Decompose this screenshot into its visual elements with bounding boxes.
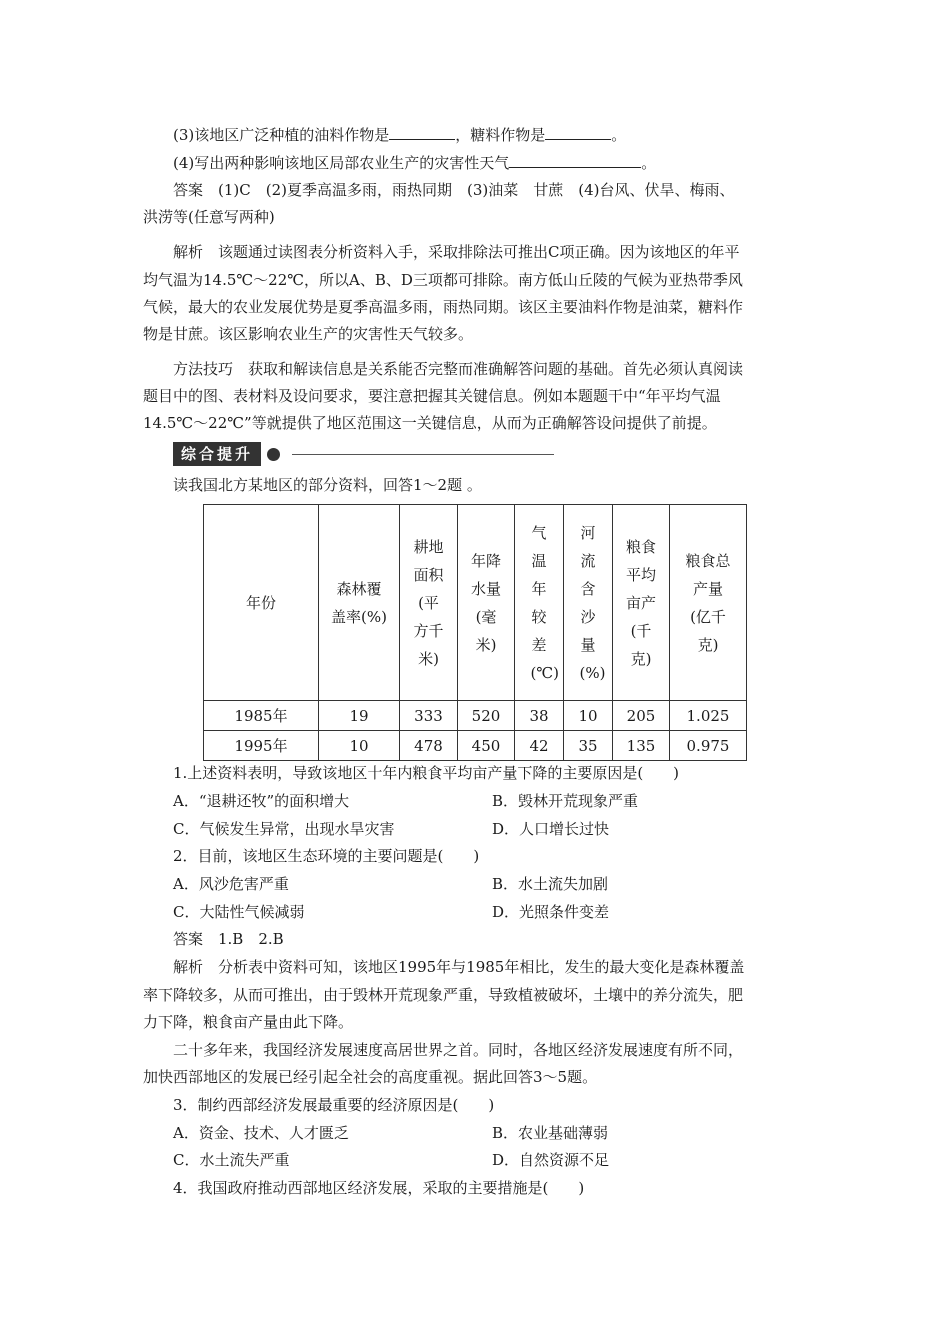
q1-option-a[interactable]: A．“退耕还牧”的面积增大 <box>173 792 350 810</box>
cell: 38 <box>515 701 564 731</box>
header-total: 粮食总产量(亿千克) <box>670 505 747 701</box>
header-rainfall: 年降水量(毫米) <box>458 505 515 701</box>
header-temp-range: 气温年较差(℃) <box>515 505 564 701</box>
q2-stem: 2．目前，该地区生态环境的主要问题是( ) <box>173 847 480 865</box>
table-row <box>204 701 747 731</box>
cell: 1995年 <box>204 731 319 761</box>
cell: 478 <box>400 731 458 761</box>
q4-text-a: (4)写出两种影响该地区局部农业生产的灾害性天气 <box>173 154 510 172</box>
q4-text-b: 。 <box>641 154 657 172</box>
q3-fill-line <box>173 124 626 145</box>
intro2-line-2: 加快西部地区的发展已经引起全社会的高度重视。据此回答3～5题。 <box>143 1068 598 1086</box>
tips-line-3: 14.5℃～22℃”等就提供了地区范围这一关键信息，从而为正确解答设问提供了前提。 <box>143 414 717 432</box>
section-banner <box>173 442 280 466</box>
q3-blank-oil[interactable] <box>389 124 455 140</box>
analysis2-line-1: 解析 分析表中资料可知，该地区1995年与1985年相比，发生的最大变化是森林覆盖 <box>173 958 745 976</box>
cell: 450 <box>458 731 515 761</box>
q4-fill-line <box>173 152 656 173</box>
cell: 1985年 <box>204 701 319 731</box>
cell: 135 <box>613 731 670 761</box>
cell: 35 <box>564 731 613 761</box>
header-year: 年份 <box>204 505 319 701</box>
q3-option-c[interactable]: C．水土流失严重 <box>173 1151 290 1169</box>
intro-1: 读我国北方某地区的部分资料，回答1～2题 。 <box>173 476 482 494</box>
cell: 0.975 <box>670 731 747 761</box>
q4-blank-weather[interactable] <box>509 152 641 168</box>
header-sediment: 河流含沙量(%) <box>564 505 613 701</box>
tips-line-1: 方法技巧 获取和解读信息是关系能否完整而准确解答问题的基础。首先必须认真阅读 <box>173 360 744 378</box>
cell: 205 <box>613 701 670 731</box>
q2-option-c[interactable]: C．大陆性气候减弱 <box>173 903 305 921</box>
table-header-row <box>204 505 747 701</box>
header-forest: 森林覆盖率(%) <box>319 505 400 701</box>
section-divider <box>292 454 554 455</box>
q3-text-c: 。 <box>611 126 627 144</box>
header-farmland: 耕地面积(平方千米) <box>400 505 458 701</box>
cell: 19 <box>319 701 400 731</box>
q3-option-b[interactable]: B．农业基础薄弱 <box>492 1124 609 1142</box>
q3-stem: 3．制约西部经济发展最重要的经济原因是( ) <box>173 1096 495 1114</box>
cell: 10 <box>564 701 613 731</box>
bullet-dot-icon <box>267 448 280 461</box>
cell: 333 <box>400 701 458 731</box>
tips-line-2: 题目中的图、表材料及设问要求，要注意把握其关键信息。例如本题题干中“年平均气温 <box>143 387 721 405</box>
q2-option-d[interactable]: D．光照条件变差 <box>492 903 610 921</box>
intro2-line-1: 二十多年来，我国经济发展速度高居世界之首。同时，各地区经济发展速度有所不同， <box>173 1041 744 1059</box>
cell: 520 <box>458 701 515 731</box>
answer-line-1: 答案 (1)C (2)夏季高温多雨，雨热同期 (3)油菜 甘蔗 (4)台风、伏旱、梅雨、 <box>173 181 735 199</box>
header-yield: 粮食平均亩产(千克) <box>613 505 670 701</box>
q3-option-d[interactable]: D．自然资源不足 <box>492 1151 610 1169</box>
analysis2-line-2: 率下降较多，从而可推出，由于毁林开荒现象严重，导致植被破坏，土壤中的养分流失，肥 <box>143 986 744 1004</box>
analysis2-line-3: 力下降，粮食亩产量由此下降。 <box>143 1013 354 1031</box>
cell: 42 <box>515 731 564 761</box>
q1-stem: 1.上述资料表明，导致该地区十年内粮食平均亩产量下降的主要原因是( ) <box>173 764 680 782</box>
q3-text-b: ，糖料作物是 <box>455 126 546 144</box>
q2-option-b[interactable]: B．水土流失加剧 <box>492 875 609 893</box>
answer-2: 答案 1.B 2.B <box>173 930 284 948</box>
q1-option-d[interactable]: D．人口增长过快 <box>492 820 610 838</box>
q2-option-a[interactable]: A．风沙危害严重 <box>173 875 289 893</box>
analysis-line-1: 解析 该题通过读图表分析资料入手，采取排除法可推出C项正确。因为该地区的年平 <box>173 243 740 261</box>
analysis-line-2: 均气温为14.5℃～22℃，所以A、B、D三项都可排除。南方低山丘陵的气候为亚热带季风 <box>143 271 743 289</box>
cell: 1.025 <box>670 701 747 731</box>
q3-option-a[interactable]: A．资金、技术、人才匮乏 <box>173 1124 349 1142</box>
q1-option-c[interactable]: C．气候发生异常，出现水旱灾害 <box>173 820 395 838</box>
cell: 10 <box>319 731 400 761</box>
q1-option-b[interactable]: B．毁林开荒现象严重 <box>492 792 639 810</box>
answer-line-2: 洪涝等(任意写两种) <box>143 208 275 226</box>
q3-blank-sugar[interactable] <box>545 124 611 140</box>
analysis-line-3: 气候，最大的农业发展优势是夏季高温多雨，雨热同期。该区主要油料作物是油菜，糖料作 <box>143 298 744 316</box>
q3-text-a: (3)该地区广泛种植的油料作物是 <box>173 126 390 144</box>
q4-stem: 4．我国政府推动西部地区经济发展，采取的主要措施是( ) <box>173 1179 585 1197</box>
analysis-line-4: 物是甘蔗。该区影响农业生产的灾害性天气较多。 <box>143 325 474 343</box>
section-banner-label: 综合提升 <box>173 442 261 466</box>
table-row <box>204 731 747 761</box>
data-table <box>203 504 747 761</box>
